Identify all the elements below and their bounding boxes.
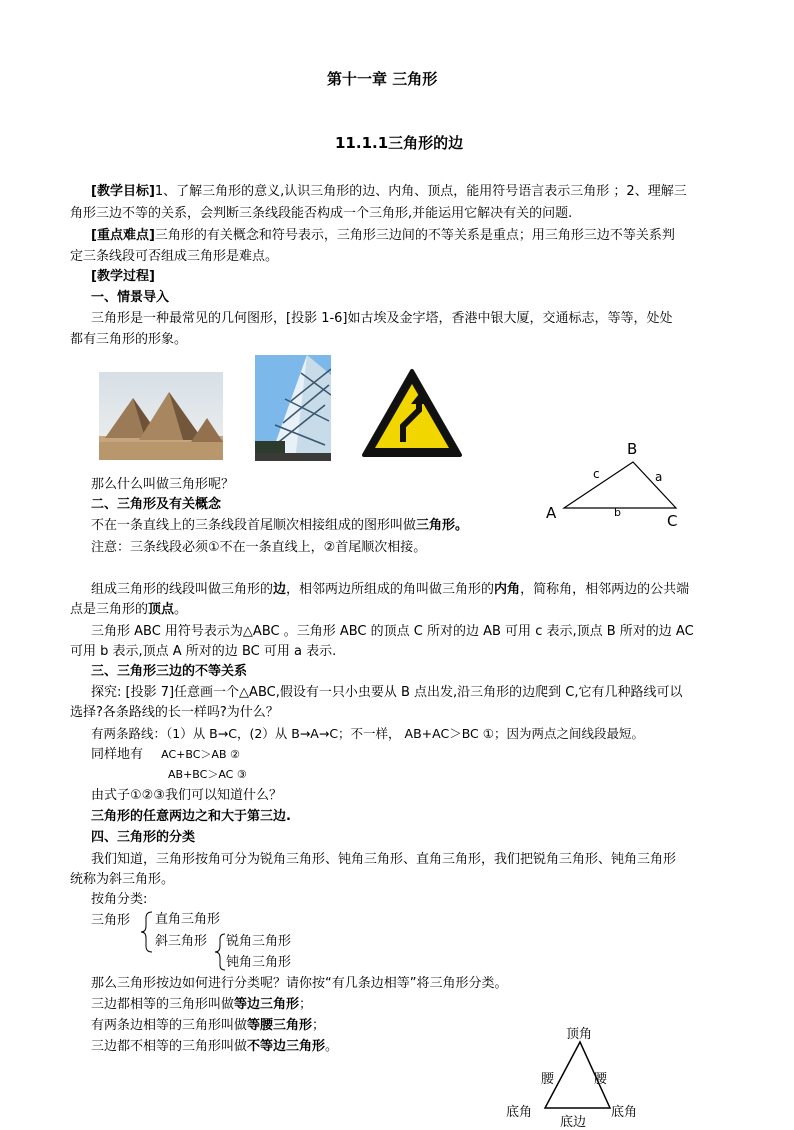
- similar-line: 同样地有 AC+BC＞AB ②: [91, 745, 240, 765]
- process-label: [教学过程]: [91, 269, 155, 284]
- section1-line-1: 三角形是一种最常见的几何图形，[投影 1-6]如古埃及金字塔，香港中银大厦，交通标志，等等，处处: [91, 311, 673, 326]
- routes-line: 有两条路线：（1）从 B→C，(2）从 B→A→C；不一样， AB+AC＞BC ①；因为两点之间线段最短。: [91, 726, 644, 741]
- section2-heading: 二、三角形及有关概念: [91, 497, 222, 512]
- conclusion: 三角形的任意两边之和大于第三边.: [91, 809, 291, 824]
- vertex-b-label: B: [627, 440, 638, 458]
- right-leg-label: 腰: [594, 1072, 608, 1087]
- question-what-is-triangle: 那么什么叫做三角形呢？: [91, 477, 235, 492]
- inference-question: 由式子①②③我们可以知道什么？: [91, 788, 282, 803]
- side-c-label: c: [593, 467, 600, 481]
- right-base-angle-label: 底角: [611, 1105, 638, 1120]
- lesson-title: 11.1.1三角形的边: [335, 134, 464, 152]
- tree-oblique-triangle: 斜三角形: [155, 934, 208, 949]
- note-line: 注意：三条线段必须①不在一条直线上，②首尾顺次相接。: [91, 540, 427, 555]
- left-leg-label: 腰: [541, 1072, 555, 1087]
- section3-heading: 三、三角形三边的不等关系: [91, 664, 248, 679]
- concepts-line-1: 组成三角形的线段叫做三角形的边，相邻两边所组成的角叫做三角形的内角，简称角，相邻两边的公共端: [91, 582, 690, 597]
- vertex-c-label: C: [667, 512, 678, 530]
- equilateral-definition: 三边都相等的三角形叫做等边三角形；: [91, 997, 313, 1012]
- chapter-title: 第十一章 三角形: [327, 70, 438, 88]
- warning-sign-image: [361, 368, 463, 458]
- vertex-a-label: A: [546, 504, 557, 522]
- apex-angle-label: 顶角: [566, 1027, 593, 1042]
- base-label: 底边: [560, 1115, 587, 1130]
- concepts-line-3: 三角形 ABC 用符号表示为△ABC 。三角形 ABC 的顶点 C 所对的边 AB 可用 c 表示,顶点 B 所对的边 AC: [91, 624, 694, 639]
- explore-line-2: 选择?各条路线的长一样吗?为什么？: [70, 705, 279, 720]
- tree-acute-triangle: 锐角三角形: [226, 934, 292, 949]
- tree-root: 三角形: [91, 913, 131, 928]
- left-base-angle-label: 底角: [506, 1105, 533, 1120]
- inequality-3: AB+BC＞AC ③: [168, 768, 247, 781]
- concepts-line-2: 点是三角形的顶点。: [70, 602, 188, 617]
- section4-heading: 四、三角形的分类: [91, 830, 196, 845]
- classification-line-1: 我们知道，三角形按角可分为锐角三角形、钝角三角形、直角三角形，我们把锐角三角形、钝角三角形: [91, 852, 677, 867]
- section1-heading: 一、情景导入: [91, 290, 170, 305]
- by-angle-label: 按角分类:: [91, 892, 148, 907]
- explore-line-1: 探究: [投影 7]任意画一个△ABC,假设有一只小虫要从 B 点出发,沿三角形的边爬到 C,它有几种路线可以: [91, 685, 683, 700]
- bank-tower-image: [255, 355, 331, 461]
- difficulty-line-2: 定三条线段可否组成三角形是难点。: [70, 249, 279, 264]
- objectives-line-2: 角形三边不等的关系，会判断三条线段能否构成一个三角形,并能运用它解决有关的问题.: [70, 206, 573, 221]
- difficulty-label: [重点难点]: [91, 228, 155, 243]
- side-b-label: b: [614, 506, 621, 519]
- section1-line-2: 都有三角形的形象。: [70, 332, 188, 347]
- inequality-2: AC+BC＞AB ②: [161, 748, 240, 761]
- classification-line-2: 统称为斜三角形。: [70, 872, 175, 887]
- triangle-abc-diagram: [540, 440, 690, 535]
- side-a-label: a: [655, 470, 663, 484]
- objectives-label: [教学目标]: [91, 184, 155, 199]
- concepts-line-4: 可用 b 表示,顶点 A 所对的边 BC 可用 a 表示.: [70, 644, 337, 659]
- isosceles-definition: 有两条边相等的三角形叫做等腰三角形；: [91, 1018, 326, 1033]
- objectives-line-1: [教学目标]1、了解三角形的意义,认识三角形的边、内角、顶点，能用符号语言表示三角形 ；2、理解三: [91, 184, 687, 199]
- scalene-definition: 三边都不相等的三角形叫做不等边三角形。: [91, 1039, 339, 1054]
- tree-obtuse-triangle: 钝角三角形: [226, 955, 292, 970]
- tree-right-triangle: 直角三角形: [155, 912, 221, 927]
- by-side-question: 那么三角形按边如何进行分类呢？请你按“有几条边相等”将三角形分类。: [91, 976, 508, 991]
- isosceles-diagram: [500, 1020, 650, 1130]
- pyramids-image: [99, 372, 223, 460]
- difficulty-line-1: [重点难点]三角形的有关概念和符号表示，三角形三边间的不等关系是重点；用三角形三边不等关系判: [91, 228, 675, 243]
- triangle-definition: 不在一条直线上的三条线段首尾顺次相接组成的图形叫做三角形。: [91, 518, 469, 533]
